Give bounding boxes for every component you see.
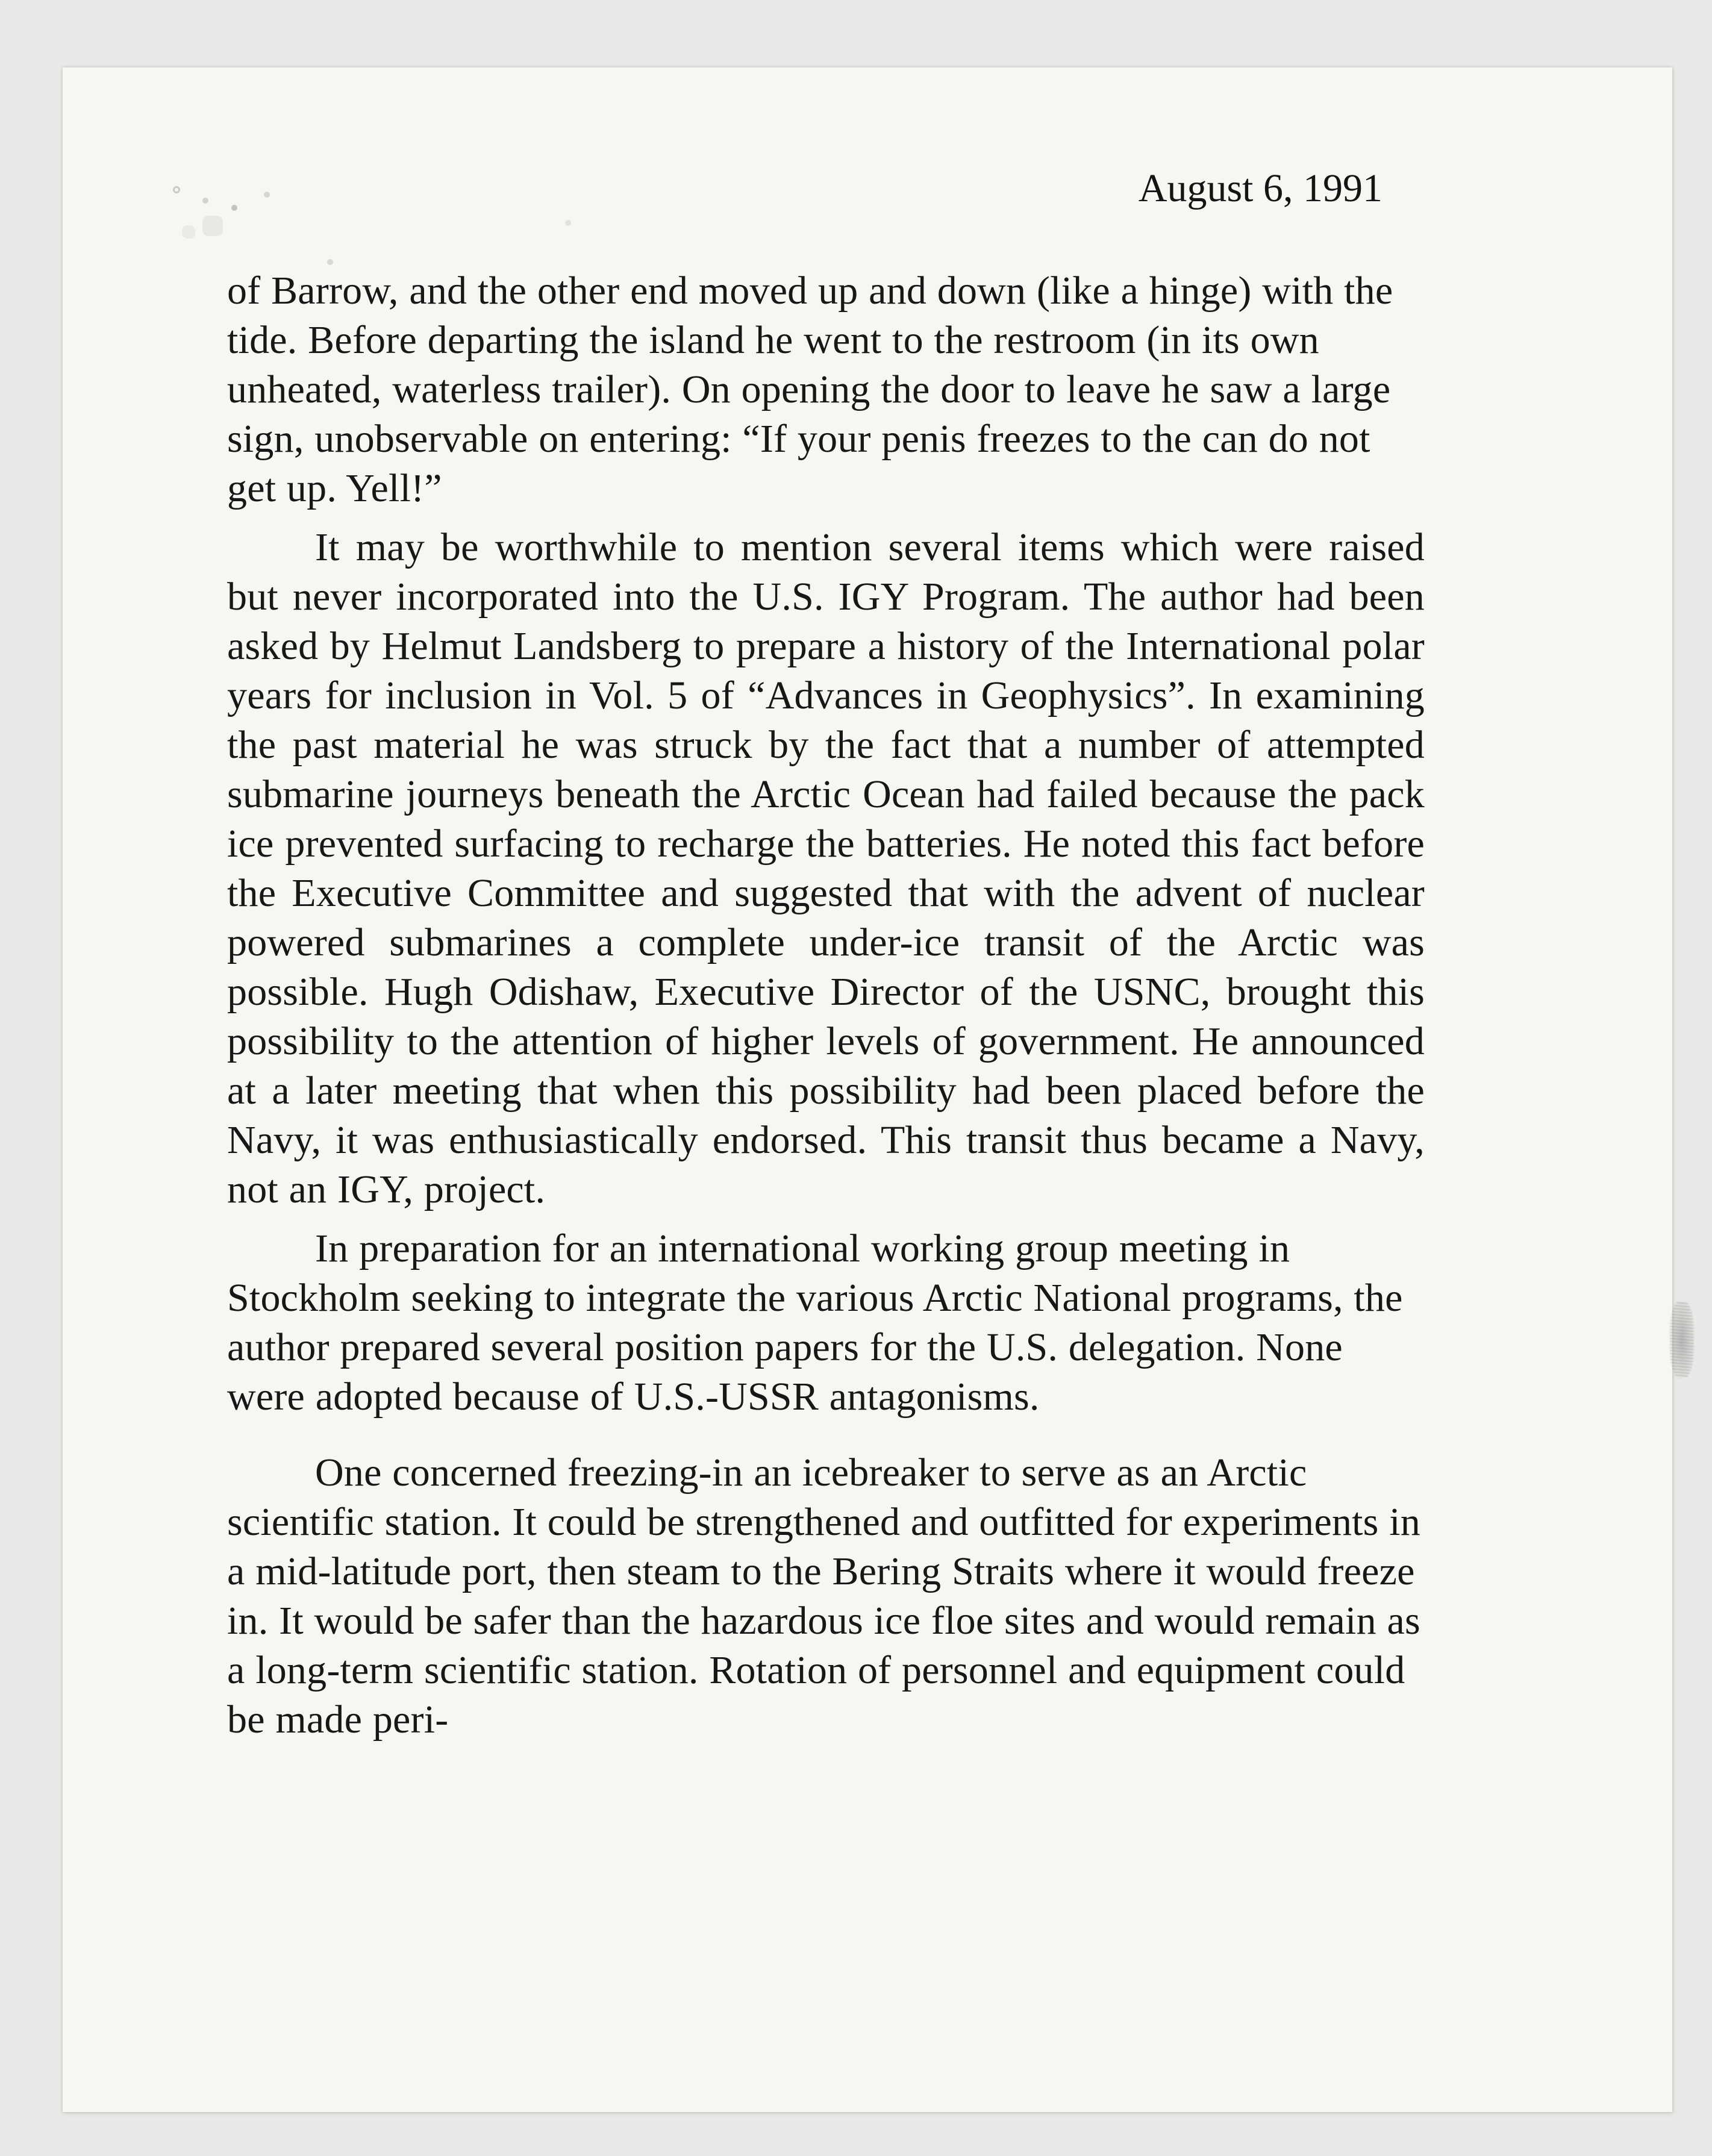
document-text-block <box>227 164 1425 1754</box>
document-page <box>63 67 1672 2112</box>
scan-artifact-specks <box>175 188 178 192</box>
paragraph-continuation: of Barrow, and the other end moved up and down (like a hinge) with the tide. Before departing the island he went to the restroom (in its own unheated, waterless trailer). On opening the door to leave he saw a large sign, unobservable on entering: “If your penis freezes to the can do not get up. Yell!” <box>227 269 1393 510</box>
paragraph-igy-items: It may be worthwhile to mention several items which were raised but never incorporated into the U.S. IGY Program. The author had been asked by Helmut Landsberg to prepare a history of the International polar years for inclusion in Vol. 5 of “Advances in Geophysics”. In examining the past material he was struck by the fact that a number of attempted submarine journeys beneath the Arctic Ocean had failed because the pack ice prevented surfacing to recharge the batteries. He noted this fact before the Executive Committee and suggested that with the advent of nuclear powered submarines a complete under-ice transit of the Arctic was possible. Hugh Odishaw, Executive Director of the USNC, brought this possibility to the attention of higher levels of government. He announced at a later meeting that when this possibility had been placed before the Navy, it was enthusiastically endorsed. This transit thus became a Navy, not an IGY, project. <box>227 525 1425 1211</box>
paragraph-icebreaker: One concerned freezing-in an icebreaker to serve as an Arctic scientific station. It could be strengthened and outfitted for experiments in a mid-latitude port, then steam to the Bering Straits where it would freeze in. It would be safer than the hazardous ice floe sites and would remain as a long-term scientific station. Rotation of personnel and equipment could be made peri- <box>227 1451 1421 1742</box>
paragraph-stockholm: In preparation for an international working group meeting in Stockholm seeking to integrate the various Arctic National programs, the author prepared several position papers for the U.S. delegation. None were adopted because of U.S.-USSR antagonisms. <box>227 1226 1403 1419</box>
document-date: August 6, 1991 <box>1138 166 1382 210</box>
scan-artifact-smudge <box>1670 1301 1694 1378</box>
